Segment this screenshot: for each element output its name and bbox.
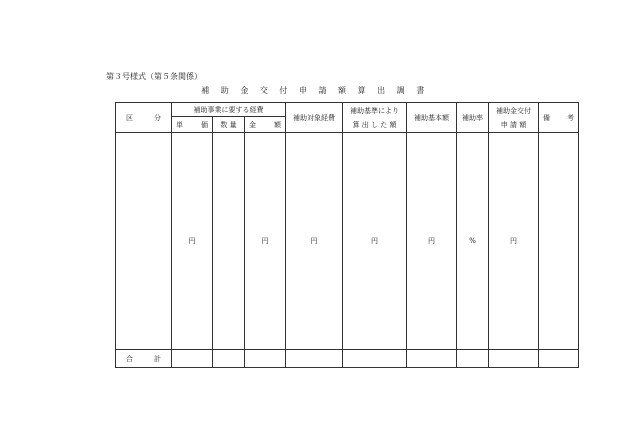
total-application-amount-cell[interactable] — [489, 350, 539, 368]
total-remarks-cell[interactable] — [539, 350, 579, 368]
total-base-amount-cell[interactable] — [407, 350, 457, 368]
application-amount-cell[interactable]: 円 — [489, 133, 539, 350]
unit-price-cell[interactable]: 円 — [172, 133, 213, 350]
total-label: 合 計 — [116, 350, 172, 368]
total-calculated-amount-cell[interactable] — [343, 350, 407, 368]
rate-cell[interactable]: % — [457, 133, 489, 350]
base-amount-header: 補助基本額 — [407, 103, 457, 133]
category-header: 区 分 — [116, 103, 172, 133]
required-cost-header: 補助事業に要する経費 — [172, 103, 286, 117]
body-row — [116, 133, 579, 350]
total-quantity-cell[interactable] — [213, 350, 245, 368]
base-amount-cell[interactable]: 円 — [407, 133, 457, 350]
quantity-cell[interactable] — [213, 133, 245, 350]
calculated-amount-cell[interactable]: 円 — [343, 133, 407, 350]
total-row — [116, 350, 579, 368]
calculation-table — [115, 102, 579, 368]
header-row-1 — [116, 103, 579, 117]
quantity-header: 数 量 — [213, 117, 245, 133]
unit-price-header: 単 価 — [172, 117, 213, 133]
calculated-amount-header: 補助基準により 算 出 し た 額 — [343, 103, 407, 133]
amount-header: 金 額 — [245, 117, 286, 133]
total-unit-price-cell[interactable] — [172, 350, 213, 368]
category-cell[interactable] — [116, 133, 172, 350]
amount-cell[interactable]: 円 — [245, 133, 286, 350]
document-title: 補 助 金 交 付 申 請 額 算 出 調 書 — [201, 86, 429, 95]
application-amount-header: 補助金交付 申 請 額 — [489, 103, 539, 133]
total-amount-cell[interactable] — [245, 350, 286, 368]
rate-header: 補助率 — [457, 103, 489, 133]
total-rate-cell[interactable] — [457, 350, 489, 368]
total-target-cost-cell[interactable] — [286, 350, 343, 368]
target-cost-header: 補助対象経費 — [286, 103, 343, 133]
target-cost-cell[interactable]: 円 — [286, 133, 343, 350]
remarks-header: 備 考 — [539, 103, 579, 133]
remarks-cell[interactable] — [539, 133, 579, 350]
form-number: 第３号様式（第５条関係） — [106, 72, 202, 81]
